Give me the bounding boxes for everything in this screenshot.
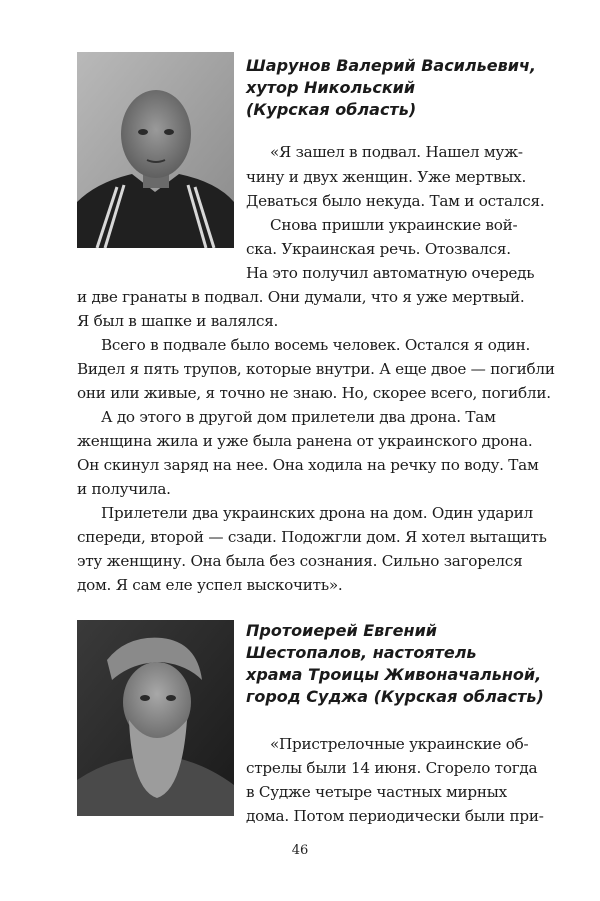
entry-1-heading-line: Шарунов Валерий Васильевич, xyxy=(246,56,536,75)
portrait-photo-1 xyxy=(77,52,234,248)
entry-1-heading xyxy=(246,55,536,121)
text-line: Я был в шапке и валялся. xyxy=(77,312,279,330)
portrait-man-image xyxy=(77,52,234,248)
text-line: женщина жила и уже была ранена от украинского дрона. xyxy=(77,432,533,450)
page-number: 46 xyxy=(291,843,309,858)
text-line: А до этого в другой дом прилетели два дрона. Там xyxy=(101,408,496,426)
text-line: Прилетели два украинских дрона на дом. Один ударил xyxy=(101,504,533,522)
entry-2-heading-line: город Суджа (Курская область) xyxy=(246,687,544,706)
text-line: Видел я пять трупов, которые внутри. А еще двое — погибли xyxy=(77,360,555,378)
text-line: и две гранаты в подвал. Они думали, что я уже мертвый. xyxy=(77,288,525,306)
text-line: «Пристрелочные украинские об- xyxy=(270,735,529,753)
portrait-photo-2 xyxy=(77,620,234,816)
text-line: спереди, второй — сзади. Подожгли дом. Я хотел вытащить xyxy=(77,528,547,546)
text-line: эту женщину. Она была без сознания. Сильно загорелся xyxy=(77,552,523,570)
entry-2-heading-line: Протоиерей Евгений xyxy=(246,621,437,640)
text-line: и получила. xyxy=(77,480,171,498)
entry-2-heading-line: храма Троицы Живоначальной, xyxy=(246,665,542,684)
text-line: в Судже четыре частных мирных xyxy=(246,783,507,801)
text-line: чину и двух женщин. Уже мертвых. xyxy=(246,168,527,186)
text-line: дом. Я сам еле успел выскочить». xyxy=(77,576,343,594)
text-line: «Я зашел в подвал. Нашел муж- xyxy=(270,143,523,161)
entry-2-heading xyxy=(246,620,544,708)
text-line: стрелы были 14 июня. Сгорело тогда xyxy=(246,759,538,777)
text-line: они или живые, я точно не знаю. Но, скорее всего, погибли. xyxy=(77,384,551,402)
text-line: дома. Потом периодически были при- xyxy=(246,807,544,825)
text-line: Всего в подвале было восемь человек. Остался я один. xyxy=(101,336,531,354)
text-line: Снова пришли украинские вой- xyxy=(270,216,518,234)
portrait-priest-image xyxy=(77,620,234,816)
entry-2-heading-line: Шестопалов, настоятель xyxy=(246,643,477,662)
text-line: Деваться было некуда. Там и остался. xyxy=(246,192,545,210)
text-line: На это получил автоматную очередь xyxy=(246,264,535,282)
entry-1-heading-line: хутор Никольский xyxy=(246,78,416,97)
text-line: Он скинул заряд на нее. Она ходила на речку по воду. Там xyxy=(77,456,539,474)
text-line: ска. Украинская речь. Отозвался. xyxy=(246,240,511,258)
entry-1-heading-line: (Курская область) xyxy=(246,100,417,119)
